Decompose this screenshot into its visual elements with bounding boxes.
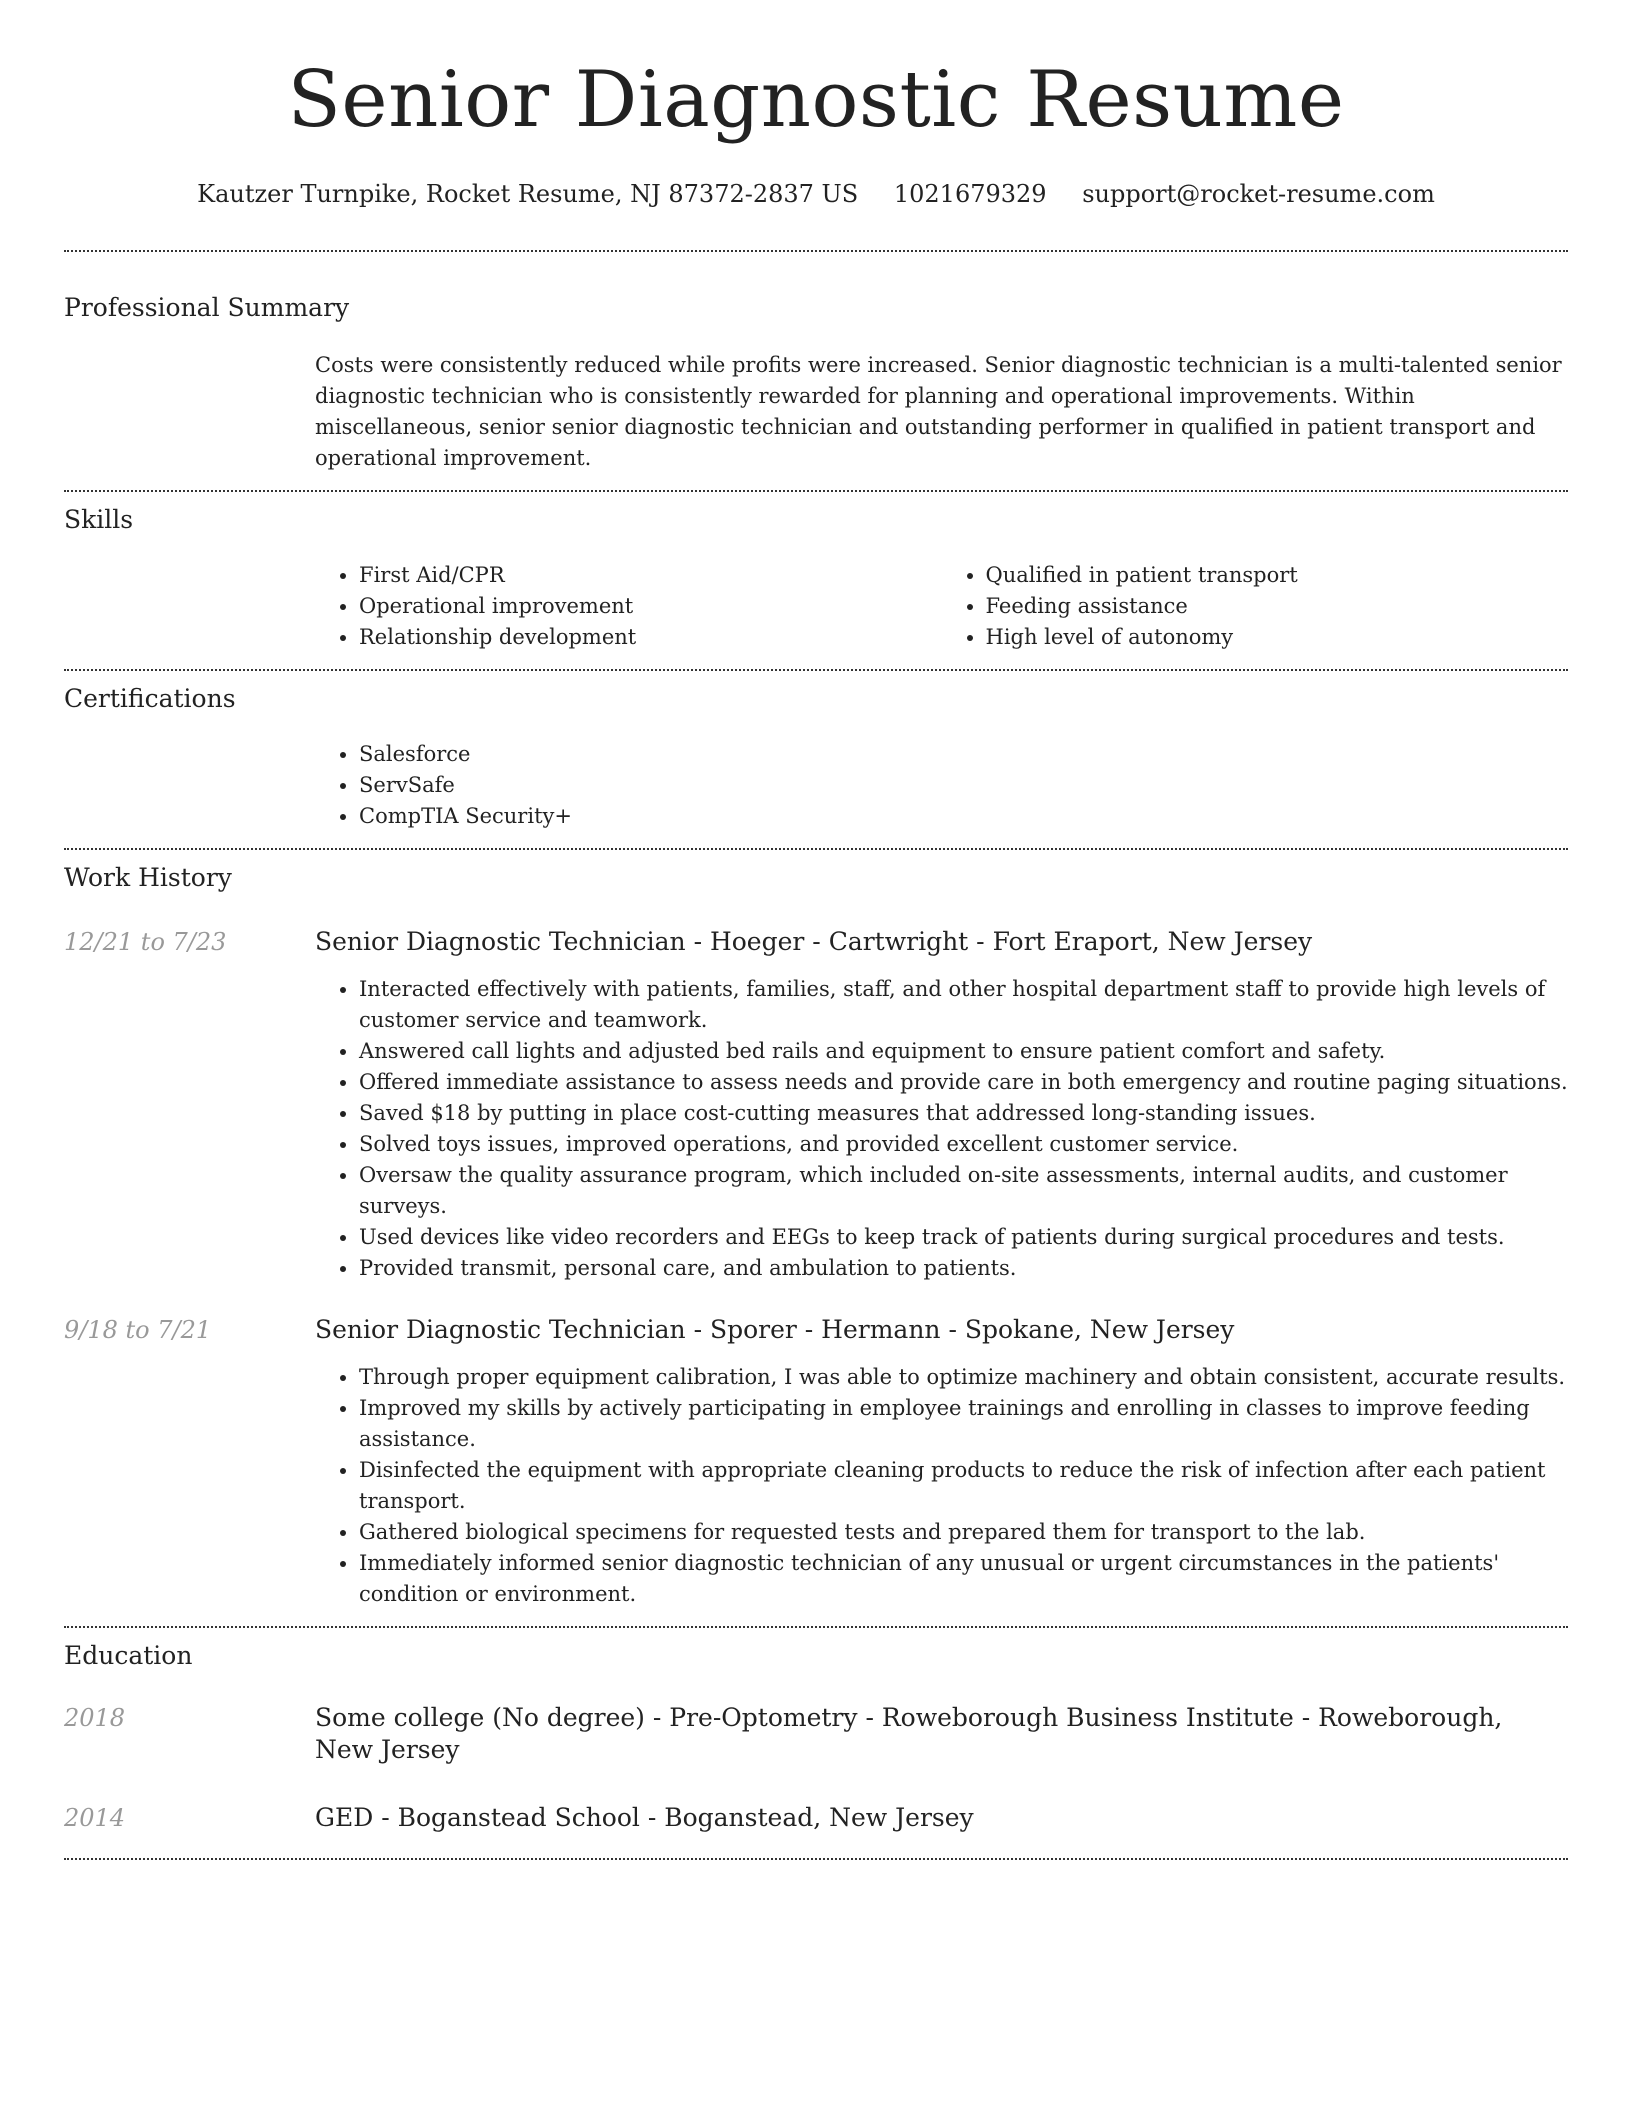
work-spacer [64,1610,1568,1626]
contact-address: Kautzer Turnpike, Rocket Resume, NJ 87372-2837 US [197,180,859,208]
job-title: Senior Diagnostic Technician - Hoeger - Cartwright - Fort Eraport, New Jersey [315,927,1313,956]
certifications-section [64,671,1568,832]
certifications-list [315,739,1568,832]
contact-phone: 1021679329 [893,180,1047,208]
education-year: 2014 [64,1804,126,1832]
job-header [64,926,1568,958]
job-duty: • Oversaw the quality assurance program, which included on-site assessments, internal audits, and customer surveys. [359,1160,1568,1222]
job-dates: 12/21 to 7/23 [64,928,227,956]
summary-heading: Professional Summary [64,293,350,322]
skill-item: • Qualified in patient transport [986,560,1569,591]
education-entry [64,1702,1568,1766]
education-year: 2018 [64,1704,126,1732]
summary-text: Costs were consistently reduced while profits were increased. Senior diagnostic technician is a multi-talented senior diagnostic technician who is consistently rewarded for planning and operational improvements. Within miscellaneous, senior senior diagnostic technician and outstanding performer in qualified in patient transport and operational improvement. [315,353,1562,470]
skill-item: • Relationship development [359,622,942,653]
summary-section [64,252,1568,474]
education-spacer [64,1834,1568,1858]
work-history-section [64,850,1568,1626]
skills-heading: Skills [64,505,134,534]
education-entry [64,1802,1568,1834]
job-duty: • Answered call lights and adjusted bed rails and equipment to ensure patient comfort and safety. [359,1036,1568,1067]
job-duty: • Through proper equipment calibration, I was able to optimize machinery and obtain consistent, accurate results. [359,1362,1568,1393]
job-duty: • Disinfected the equipment with appropriate cleaning products to reduce the risk of infection after each patient transport. [359,1455,1568,1517]
resume-title: Senior Diagnostic Resume [287,55,1345,145]
certification-item: • ServSafe [359,770,1568,801]
skill-item: • First Aid/CPR [359,560,942,591]
contact-email: support@rocket-resume.com [1082,180,1435,208]
education-detail: Some college (No degree) - Pre-Optometry - Roweborough Business Institute - Roweborough, New Jersey [315,1703,1503,1764]
skills-list-left [315,560,942,653]
contact-line [64,178,1568,210]
job-title: Senior Diagnostic Technician - Sporer - Hermann - Spokane, New Jersey [315,1315,1235,1344]
job-entry [64,926,1568,1284]
job-duties-list [315,1362,1568,1610]
job-duty: • Interacted effectively with patients, families, staff, and other hospital department staff to provide high levels of customer service and teamwork. [359,974,1568,1036]
job-duty: • Offered immediate assistance to assess needs and provide care in both emergency and routine paging situations. [359,1067,1568,1098]
work-history-heading: Work History [64,863,232,892]
job-duties-wrap [315,1362,1568,1610]
job-duty: • Provided transmit, personal care, and ambulation to patients. [359,1253,1568,1284]
job-duties-list [315,974,1568,1284]
job-duty: • Solved toys issues, improved operations, and provided excellent customer service. [359,1129,1568,1160]
education-heading: Education [64,1641,193,1670]
skills-grid [315,560,1568,653]
job-duty: • Improved my skills by actively participating in employee trainings and enrolling in classes to improve feeding assistance. [359,1393,1568,1455]
skills-list-right [942,560,1569,653]
education-section [64,1628,1568,1858]
job-duty: • Used devices like video recorders and EEGs to keep track of patients during surgical procedures and tests. [359,1222,1568,1253]
education-detail: GED - Boganstead School - Boganstead, New Jersey [315,1803,974,1832]
certification-item: • CompTIA Security+ [359,801,1568,832]
certifications-list-wrap [315,739,1568,832]
certification-item: • Salesforce [359,739,1568,770]
certifications-heading: Certifications [64,684,236,713]
job-duty: • Immediately informed senior diagnostic technician of any unusual or urgent circumstances in the patients' condition or environment. [359,1548,1568,1610]
job-duties-wrap [315,974,1568,1284]
skill-item: • High level of autonomy [986,622,1569,653]
skill-item: • Feeding assistance [986,591,1569,622]
job-duty: • Gathered biological specimens for requested tests and prepared them for transport to the lab. [359,1517,1568,1548]
job-dates: 9/18 to 7/21 [64,1316,212,1344]
job-header [64,1314,1568,1346]
job-duty: • Saved $18 by putting in place cost-cutting measures that addressed long-standing issues. [359,1098,1568,1129]
skills-section [64,492,1568,653]
skill-item: • Operational improvement [359,591,942,622]
education-divider [64,1858,1568,1860]
job-entry [64,1314,1568,1610]
